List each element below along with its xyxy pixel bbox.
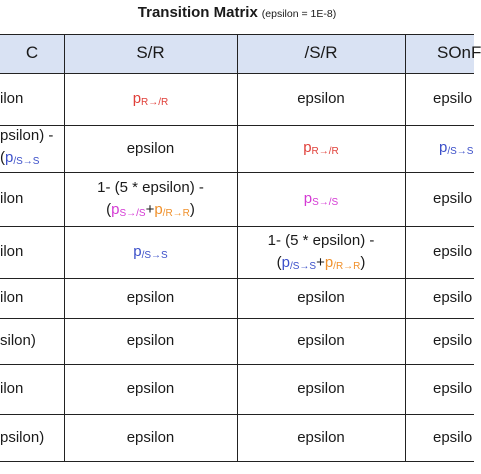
header-cell-sonf <box>405 34 481 73</box>
probability-term: $p_{/S\to S}$ <box>281 253 317 272</box>
cell-text: psilon) - <box>0 127 54 144</box>
cell-text: 1- (5 * epsilon) - <box>97 178 204 196</box>
probability-term: $p_{S\to/S}$ <box>111 200 146 219</box>
header-label: S/R <box>136 43 165 63</box>
probability-term: $p_{/S\to S}$ <box>133 242 168 261</box>
cell-text: epsilo <box>433 243 473 261</box>
cell-text: epsilon <box>126 139 175 157</box>
cell-text: $(p_{S\to/S}+p_{/R\to R})$ <box>106 200 195 219</box>
cell-text: ilon <box>0 380 24 398</box>
probability-term: $p_{/R\to R}$ <box>324 253 361 272</box>
cell-text: ($p_{/S\to S}$ <box>0 148 40 167</box>
table-cell <box>237 73 405 125</box>
table-cell <box>0 172 64 226</box>
cell-text: epsilo <box>433 380 473 398</box>
grid-line <box>64 34 65 461</box>
cell-text: silon) <box>0 332 36 350</box>
table-cell <box>237 414 405 461</box>
table-cell <box>405 278 474 318</box>
cell-text: epsilon <box>297 90 345 108</box>
table-cell <box>405 226 474 278</box>
table-cell <box>64 364 237 414</box>
cell-text: epsilon <box>126 332 175 350</box>
table-cell <box>237 318 405 364</box>
header-label: C <box>25 43 39 63</box>
table-cell <box>405 318 474 364</box>
grid-line <box>405 34 406 461</box>
table-cell <box>0 364 64 414</box>
table-cell <box>64 73 237 125</box>
probability-term: $p_{/S\to S}$ <box>5 148 40 167</box>
table-cell <box>237 364 405 414</box>
table-cell <box>0 318 64 364</box>
cell-text: epsilo <box>433 428 473 446</box>
title-subtitle: (epsilon = 1E-8) <box>261 8 337 20</box>
cell-text: epsilon <box>297 332 345 350</box>
table-cell <box>64 414 237 461</box>
table-cell <box>405 364 474 414</box>
table-cell <box>237 226 405 278</box>
cell-text: 1- (5 * epsilon) - <box>267 231 375 249</box>
header-cell-col0 <box>0 34 64 73</box>
cell-text: ilon <box>0 90 24 108</box>
cell-text: ilon <box>0 243 24 261</box>
cell-text: ilon <box>0 289 24 307</box>
table-cell <box>64 226 237 278</box>
grid-line <box>237 34 238 461</box>
cell-text: psilon) <box>0 428 45 446</box>
cell-text: $(p_{/S\to S}+p_{/R\to R})$ <box>276 253 366 272</box>
table-cell <box>64 172 237 226</box>
header-label: SOnF <box>437 43 481 63</box>
table-cell <box>237 278 405 318</box>
cell-text: epsilon <box>297 289 345 307</box>
cell-text: epsilo <box>433 90 473 108</box>
cell-text: epsilon <box>297 428 345 446</box>
table-cell <box>0 414 64 461</box>
table-cell <box>0 73 64 125</box>
probability-term: $p_{S\to/S}$ <box>303 189 339 208</box>
cell-text: epsilon <box>126 428 175 446</box>
table-cell <box>405 414 474 461</box>
cell-text: epsilon <box>126 289 175 307</box>
cell-text: epsilo <box>433 289 473 307</box>
table-cell <box>237 125 405 172</box>
table-cell <box>405 172 474 226</box>
table-cell <box>64 278 237 318</box>
table-cell <box>405 125 474 172</box>
table-cell <box>0 125 64 172</box>
header-cell-s-r <box>64 34 237 73</box>
header-label: /S/R <box>304 43 338 63</box>
probability-term: $p_{/S\to S}$ <box>439 139 474 158</box>
cell-text: epsilon <box>126 380 175 398</box>
cell-text: epsilo <box>433 332 473 350</box>
probability-term: $p_{/R\to R}$ <box>154 200 190 219</box>
table-cell <box>405 73 474 125</box>
table-cell <box>0 278 64 318</box>
table-cell <box>0 226 64 278</box>
probability-term: $p_{R\to/R}$ <box>132 89 169 108</box>
grid-line <box>0 461 474 462</box>
table-cell <box>64 318 237 364</box>
cell-text: epsilon <box>297 380 345 398</box>
probability-term: $p_{R\to/R}$ <box>303 139 339 158</box>
cell-text: ilon <box>0 190 24 208</box>
title-text: Transition Matrix <box>137 4 258 21</box>
header-cell-not-s-r <box>237 34 405 73</box>
table-cell <box>237 172 405 226</box>
table-cell <box>64 125 237 172</box>
cell-text: epsilo <box>433 190 473 208</box>
